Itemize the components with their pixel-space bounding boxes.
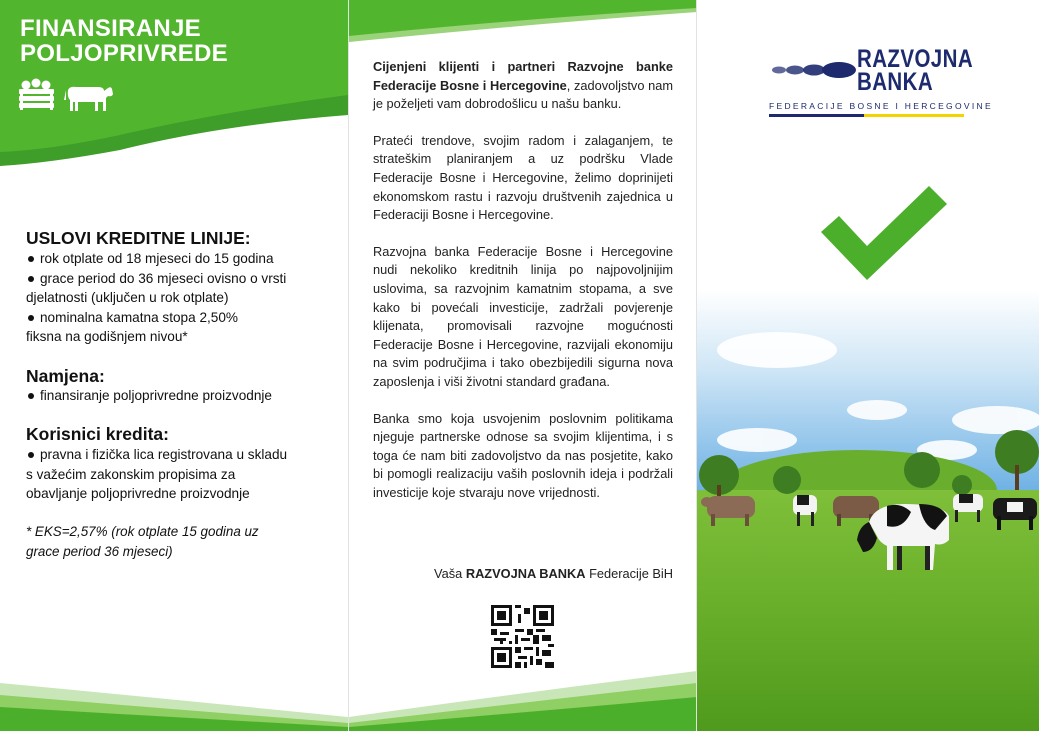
left-panel — [0, 0, 348, 731]
logo-underline-yellow — [864, 114, 964, 117]
title-line-1: FINANSIRANJE — [20, 15, 201, 42]
top-green-swoosh — [349, 0, 697, 44]
logo-line-2: BANKA — [857, 68, 934, 96]
page-title — [20, 16, 228, 66]
note-line-2: grace period 36 mjeseci) — [26, 543, 173, 559]
list-item: obavljanje poljoprivredne proizvodnje — [26, 486, 250, 501]
logo-underline-navy — [769, 114, 864, 117]
fruit-crate-icon — [19, 79, 54, 111]
list-item: fiksna na godišnjem nivou* — [26, 329, 188, 344]
welcome-letter — [373, 58, 673, 520]
intro-paragraph — [373, 58, 673, 114]
logo-wordmark — [857, 45, 974, 96]
conditions-heading: USLOVI KREDITNE LINIJE: — [26, 228, 251, 248]
purpose-list — [26, 386, 336, 406]
list-item: djelatnosti (uključen u rok otplate) — [26, 290, 229, 305]
cow-icon — [64, 87, 113, 111]
logo-mark-icon — [769, 60, 857, 82]
beneficiaries-heading: Korisnici kredita: — [26, 424, 169, 444]
list-item: grace period do 36 mjeseci ovisno o vrsti — [26, 269, 336, 289]
eks-note — [26, 522, 336, 561]
checkmark-icon — [817, 182, 952, 282]
logo-subtitle: FEDERACIJE BOSNE I HERCEGOVINE — [769, 101, 993, 111]
footer-green-swoosh — [349, 621, 697, 731]
bank-logo — [769, 44, 993, 124]
paragraph-4: Banka smo koja usvojenim poslovnim politikama njeguje partnerske odnose sa svojim klijentima, i s toga će nam biti zadovoljstvo da nas posjetite, kako bi pomogli realizaciju vaših poslovnih ideja i podržali investicije koje stvaraju nove vrijednosti. — [373, 410, 673, 500]
paragraph-2: Prateći trendove, svojim radom i zalaganjem, te strateškim planiranjem a uz podršku Vlade Federacije Bosne i Hercegovine, želimo doprinijeti ekonomskom rastu i razvoju društvenih zajednica u Federaciji Bosne i Hercegovine. — [373, 132, 673, 223]
paragraph-3: Razvojna banka Federacije Bosne i Hercegovine nudi nekoliko kreditnih linija po najpovoljnijim uslovima, sa razvojnim kamatnim stopama, a sve kako bi povećali investicije, zadržali povjerenje klijenata, promovisali razvojne mogućnosti Federacije Bosne i Hercegovine, razvijali ekonomiju na svim područjima i tako obezbijedili sigurna nova zaposlenja i viši životni standard građana. — [373, 243, 673, 389]
signoff-pre: Vaša — [434, 566, 466, 581]
list-item: pravna i fizička lica registrovana u skladu — [26, 445, 336, 465]
right-panel — [696, 0, 1039, 731]
logo-line-1: RAZVOJNA — [857, 45, 974, 73]
list-item: nominalna kamatna stopa 2,50% — [26, 308, 336, 328]
intro-bold: Cijenjeni klijenti i partneri Razvojne banke Federacije Bosne i Hercegovine — [373, 59, 673, 93]
title-line-2: POLJOPRIVREDE — [20, 40, 228, 67]
list-item: s važećim zakonskim propisima za — [26, 466, 236, 482]
signoff-post: Federacije BiH — [585, 566, 673, 581]
header-icons — [18, 78, 118, 119]
cows-meadow-photo — [697, 290, 1039, 731]
conditions-list — [26, 249, 336, 347]
signoff-bold: RAZVOJNA BANKA — [465, 566, 586, 581]
footer-green-swoosh — [0, 621, 348, 731]
beneficiaries-list — [26, 445, 336, 504]
note-line-1: * EKS=2,57% (rok otplate 15 godina uz — [26, 524, 259, 539]
middle-panel — [348, 0, 697, 731]
list-item: finansiranje poljoprivredne proizvodnje — [26, 386, 336, 406]
intro-rest: , zadovoljstvo nam je poželjeti vam dobrodošlicu u našu banku. — [373, 77, 674, 112]
signoff — [373, 566, 673, 581]
purpose-heading: Namjena: — [26, 366, 105, 386]
list-item: rok otplate od 18 mjeseci do 15 godina — [26, 249, 336, 269]
